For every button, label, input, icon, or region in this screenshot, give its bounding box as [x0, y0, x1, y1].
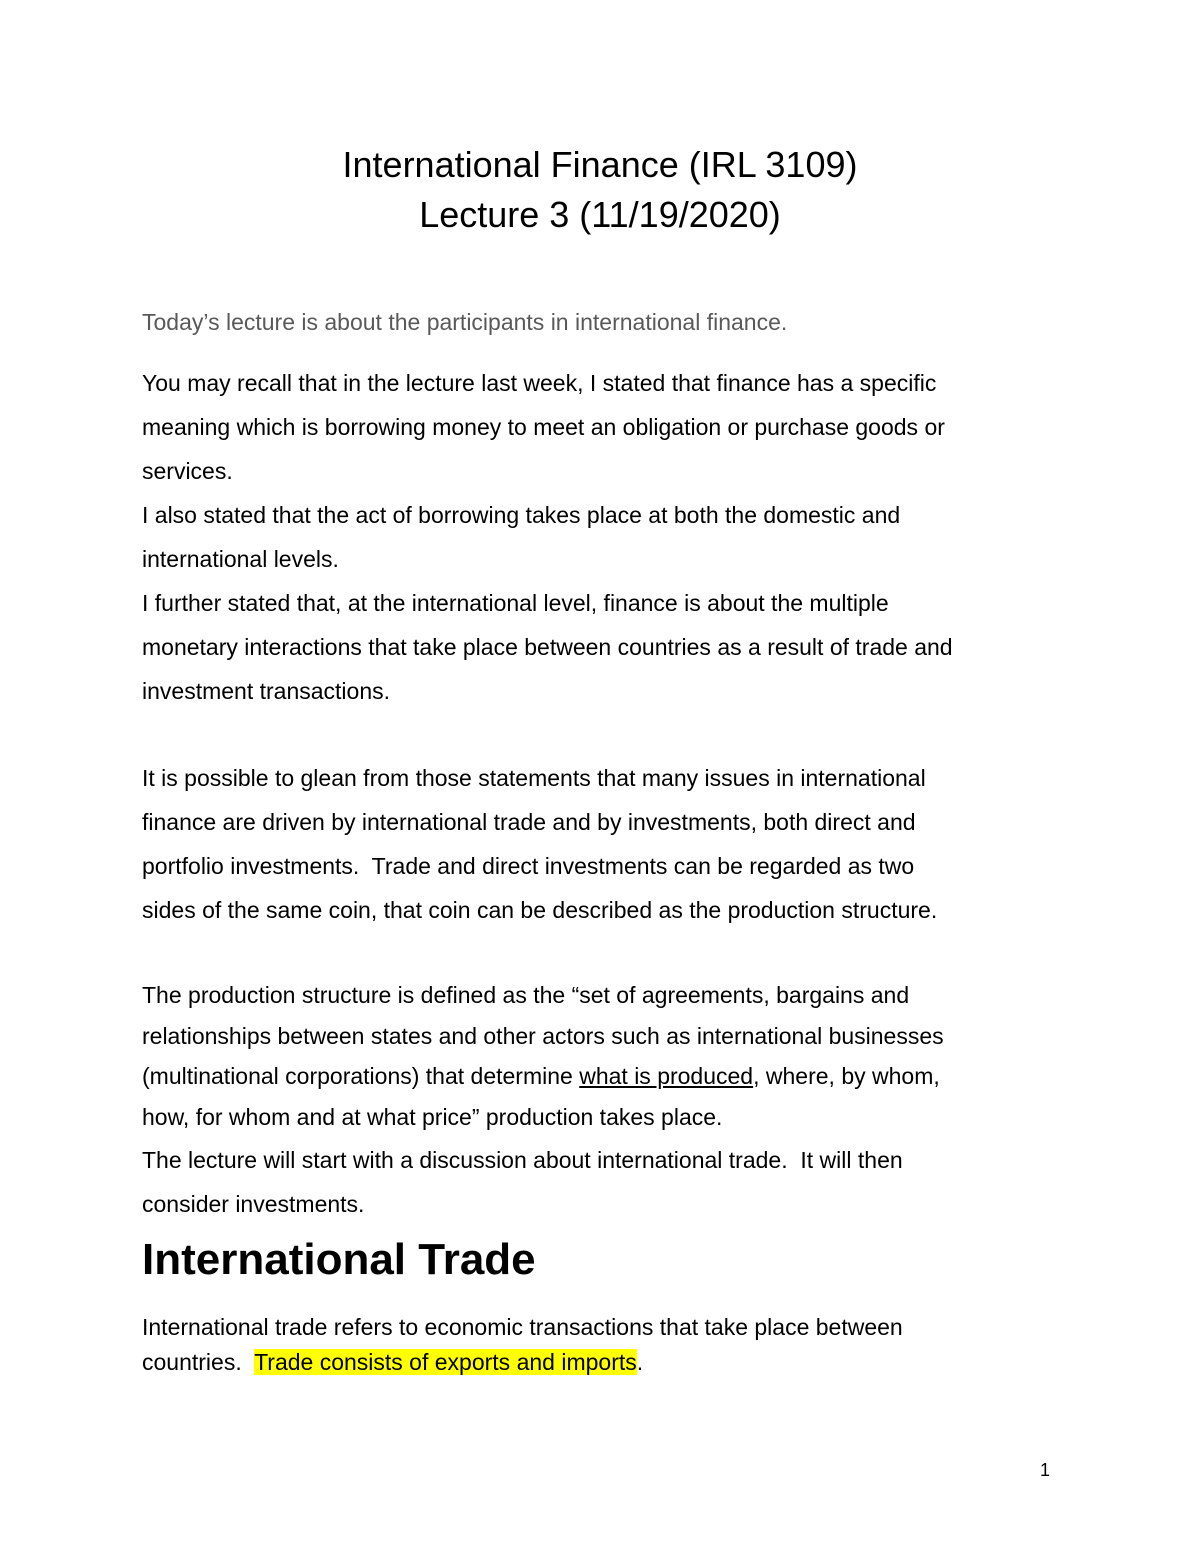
paragraph-line: services.: [142, 458, 233, 484]
paragraph-line: relationships between states and other actors such as international businesses: [142, 1022, 944, 1049]
text-span: , where, by whom,: [753, 1063, 940, 1089]
paragraph-production-structure: [142, 975, 1062, 1137]
paragraph-line: international levels.: [142, 546, 339, 572]
intro-paragraph: Today’s lecture is about the participants in international finance.: [142, 309, 788, 335]
paragraph-line: investment transactions.: [142, 678, 391, 704]
paragraph-line: [142, 1345, 1062, 1380]
lecture-title: Lecture 3 (11/19/2020): [419, 194, 781, 235]
paragraph-line: monetary interactions that take place between countries as a result of trade and: [142, 634, 953, 660]
underlined-phrase: what is produced: [579, 1063, 754, 1089]
paragraph-line: The production structure is defined as the “set of agreements, bargains and: [142, 982, 910, 1008]
paragraph-line: You may recall that in the lecture last week, I stated that finance has a specific: [142, 370, 937, 396]
paragraph-lecture-outline: [142, 1138, 1062, 1226]
highlighted-phrase: Trade consists of exports and imports: [254, 1349, 637, 1375]
paragraph-trade-definition: [142, 1310, 1062, 1380]
course-title: International Finance (IRL 3109): [342, 144, 858, 185]
page-number: 1: [1040, 1460, 1051, 1480]
paragraph-line: I also stated that the act of borrowing takes place at both the domestic and: [142, 502, 901, 528]
paragraph-line: meaning which is borrowing money to meet an obligation or purchase goods or: [142, 414, 945, 440]
paragraph-line: I further stated that, at the international level, finance is about the multiple: [142, 590, 889, 616]
paragraph-line: International trade refers to economic transactions that take place between: [142, 1314, 903, 1340]
text-span: .: [636, 1349, 644, 1375]
paragraph-line: finance are driven by international trade and by investments, both direct and: [142, 809, 916, 835]
paragraph-line: sides of the same coin, that coin can be described as the production structure.: [142, 897, 938, 923]
paragraph-line: consider investments.: [142, 1191, 365, 1217]
paragraph-recap: [142, 361, 1062, 713]
paragraph-line: It is possible to glean from those statements that many issues in international: [142, 765, 926, 791]
text-span: countries.: [142, 1349, 255, 1375]
paragraph-line: The lecture will start with a discussion about international trade. It will then: [142, 1147, 903, 1173]
section-heading: International Trade: [142, 1235, 536, 1284]
document-title: [0, 140, 1200, 240]
paragraph-line: how, for whom and at what price” production takes place.: [142, 1103, 723, 1130]
paragraph-line: portfolio investments. Trade and direct investments can be regarded as two: [142, 853, 915, 879]
paragraph-line: [142, 1056, 1062, 1097]
paragraph-trade-investment: [142, 756, 1062, 932]
text-span: (multinational corporations) that determine: [142, 1063, 580, 1089]
